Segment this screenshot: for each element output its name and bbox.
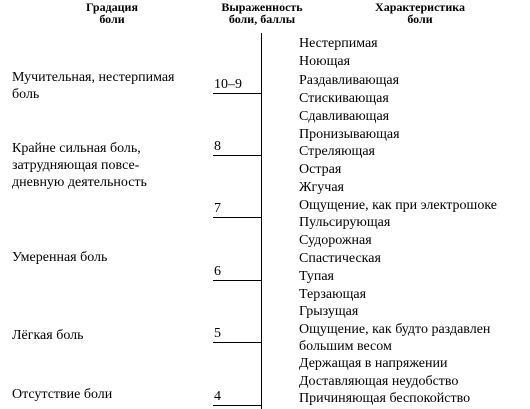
gradation-moderate: Умеренная боль [12,250,108,265]
header-pain-gradation: Градация боли [86,0,138,26]
gradation-excruciating: Мучительная, нестерпимая боль [12,70,175,102]
characteristic-item: Грызущая [299,304,359,319]
gradation-extremely-severe: Крайне сильная боль, затрудняющая повсе- дневную деятельность [12,141,147,190]
characteristic-item: Раздавливающая [299,73,400,88]
score-tick-10-9 [213,76,262,94]
score-tick-7 [213,200,262,218]
score-label: 6 [214,264,221,279]
characteristic-item: Тупая [299,269,334,284]
gradation-mild: Лёгкая боль [12,328,84,343]
header-pain-characteristic: Характеристика боли [375,0,465,26]
score-tick-5 [213,325,262,343]
characteristic-item: Причиняющая беспокойство [299,391,471,406]
characteristic-item: Держащая в напряжении [299,356,448,371]
characteristic-item: Ноющая [299,54,351,69]
score-label: 10–9 [214,77,242,92]
characteristic-item: Спастическая [299,251,381,266]
characteristic-item: Острая [299,162,342,177]
characteristic-item: Ощущение, как при электрошоке [299,198,497,213]
characteristic-item: Стискивающая [299,91,389,106]
score-label: 5 [214,326,221,341]
characteristic-item: Стреляющая [299,144,375,159]
score-label: 4 [214,389,221,404]
characteristic-item: Нестерпимая [299,36,378,51]
characteristic-item: Жгучая [299,180,344,195]
characteristic-item: Судорожная [299,233,372,248]
characteristic-item: Терзающая [299,287,367,302]
characteristic-item: Ощущение, как будто раздавлен большим весом [299,322,491,354]
characteristic-item: Сдавливающая [299,109,390,124]
characteristic-item: Доставляющая неудобство [299,374,459,389]
score-tick-8 [213,138,262,156]
score-label: 8 [214,139,221,154]
score-tick-6 [213,263,262,281]
characteristic-item: Пронизывающая [299,127,400,142]
characteristic-item: Пульсирующая [299,215,391,230]
score-tick-4 [213,388,262,406]
score-label: 7 [214,201,221,216]
gradation-no-pain: Отсутствие боли [12,387,113,402]
header-pain-intensity: Выраженность боли, баллы [221,0,303,26]
